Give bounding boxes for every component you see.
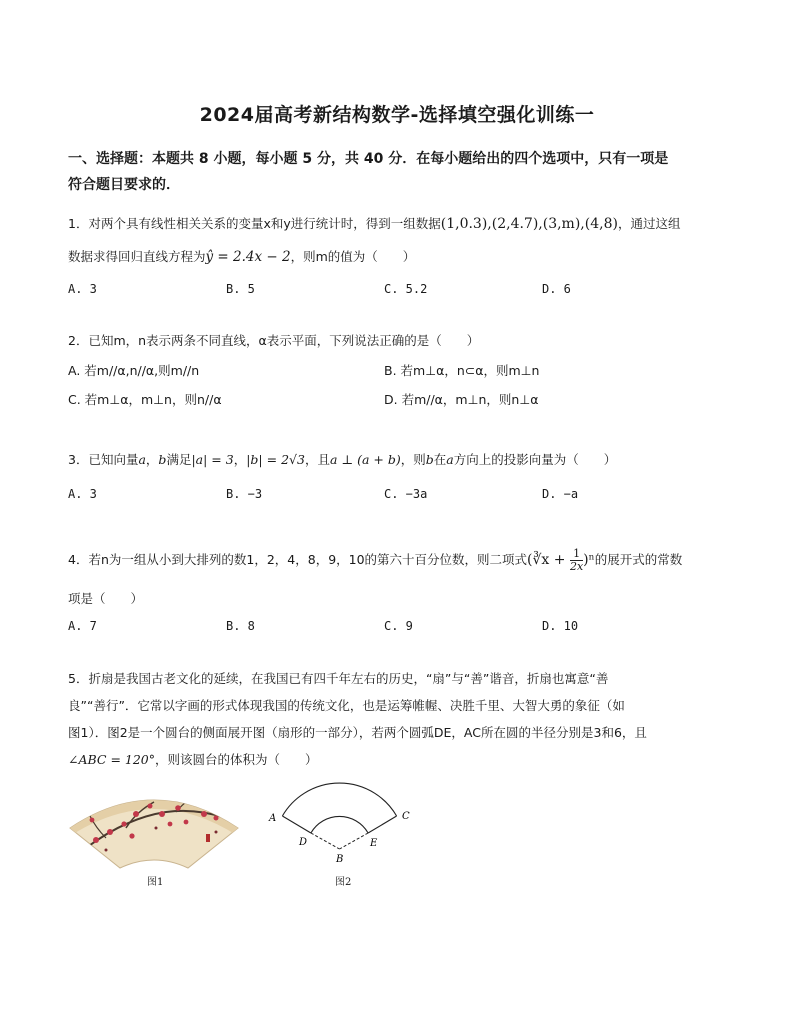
- q5-stem: [68, 665, 732, 773]
- q3-text-e: 在: [433, 452, 447, 467]
- q2-option-d[interactable]: D. 若m//α，m⊥n，则n⊥α: [384, 392, 539, 407]
- q5-angle: ∠ABC = 120°: [68, 752, 156, 767]
- q4-text-b: 的展开式的常数: [594, 552, 683, 567]
- q3-option-b[interactable]: B. −3: [226, 487, 263, 501]
- label-e: E: [370, 838, 378, 849]
- q3-vector-a-ref: a: [446, 452, 454, 467]
- q1-data-points: (1,0.3),(2,4.7),(3,m),(4,8): [440, 216, 618, 232]
- q3-text-d: ，则: [400, 452, 426, 467]
- section-heading: [68, 146, 728, 198]
- q3-condition-1: |a| = 3: [191, 452, 234, 467]
- q3-text-f: 方向上的投影向量为（ ）: [453, 452, 617, 467]
- q3-text-c: ，且: [304, 452, 330, 467]
- q4-option-c[interactable]: C. 9: [384, 619, 413, 633]
- q1-option-d[interactable]: D. 6: [542, 282, 571, 296]
- q3-sep-2: ，: [233, 452, 247, 467]
- q2-option-a[interactable]: A. 若m//α,n//α,则m//n: [68, 363, 200, 378]
- q3-option-d[interactable]: D. −a: [542, 487, 579, 501]
- q1-option-b[interactable]: B. 5: [226, 282, 255, 296]
- folding-fan-image: [66, 788, 242, 872]
- section-heading-line2: 符合题目要求的．: [68, 177, 180, 193]
- q1-text-c: 数据求得回归直线方程为: [68, 249, 206, 264]
- q3-condition-2: |b| = 2√3: [246, 452, 305, 467]
- label-c: C: [402, 811, 410, 822]
- q3-vector-a: a: [138, 452, 146, 467]
- q2-stem: 2．已知m，n表示两条不同直线，α表示平面，下列说法正确的是（ ）: [68, 333, 480, 348]
- section-heading-line1: 一、选择题：本题共 8 小题，每小题 5 分，共 40 分．在每小题给出的四个选项中，只有一项是: [68, 151, 669, 167]
- q4-binomial-close: )ⁿ: [583, 552, 595, 568]
- q2-option-b[interactable]: B. 若m⊥α，n⊂α，则m⊥n: [384, 363, 540, 378]
- q5-text-tail: ，则该圆台的体积为（ ）: [155, 752, 318, 767]
- q3-option-c[interactable]: C. −3a: [384, 487, 428, 501]
- label-b: B: [336, 854, 344, 865]
- page-title: 2024届高考新结构数学-选择填空强化训练一: [199, 104, 595, 126]
- q1-line1: [68, 214, 732, 234]
- q1-text-d: ，则m的值为（ ）: [290, 249, 416, 264]
- sector-diagram: [262, 782, 424, 872]
- q3-sep: ，: [145, 452, 159, 467]
- q2-option-c[interactable]: C. 若m⊥α，m⊥n，则n//α: [68, 392, 222, 407]
- q4-option-d[interactable]: D. 10: [542, 619, 579, 633]
- q3-vector-b: b: [158, 452, 167, 467]
- figure1-caption: 图1: [147, 877, 164, 888]
- q5-line4: [68, 746, 732, 773]
- q4-fraction: [570, 548, 583, 573]
- q3-vector-b-ref: b: [425, 452, 434, 467]
- q4-line2: 项是（ ）: [68, 591, 144, 606]
- q3-condition-3: a ⊥ (a + b): [329, 452, 401, 467]
- q1-line2: [68, 247, 732, 267]
- q5-line2: 良”“善行”．它常以字画的形式体现我国的传统文化，也是运筹帷幄、决胜千里、大智大勇的象征（如: [68, 698, 625, 713]
- q3-option-a[interactable]: A. 3: [68, 487, 97, 501]
- label-a: A: [269, 813, 277, 824]
- q5-line3: 图1）．图2是一个圆台的侧面展开图（扇形的一部分），若两个圆弧DE，AC所在圆的半径分别是3和6，且: [68, 725, 647, 740]
- q1-text-b: ，通过这组: [617, 216, 681, 231]
- q4-fraction-denominator: 2x: [569, 560, 584, 573]
- q4-text-a: 4．若n为一组从小到大排列的数1，2，4，8，9，10的第六十百分位数，则二项式: [68, 552, 528, 567]
- q3-text-b: 满足: [166, 452, 192, 467]
- q4-option-a[interactable]: A. 7: [68, 619, 97, 633]
- q1-option-a[interactable]: A. 3: [68, 282, 97, 296]
- q5-line1: 5．折扇是我国古老文化的延续，在我国已有四千年左右的历史，“扇”与“善”谐音，折扇也寓意“善: [68, 671, 609, 686]
- q1-text-a: 1．对两个具有线性相关关系的变量x和y进行统计时，得到一组数据: [68, 216, 441, 231]
- label-d: D: [299, 837, 308, 848]
- figure2-caption: 图2: [335, 877, 352, 888]
- q4-binomial-open: (∛x +: [527, 552, 570, 568]
- q1-option-c[interactable]: C. 5.2: [384, 282, 428, 296]
- q4-option-b[interactable]: B. 8: [226, 619, 255, 633]
- q3-stem: [68, 450, 732, 470]
- q4-fraction-numerator: 1: [570, 548, 583, 561]
- q4-line1: [68, 546, 732, 574]
- q1-regression-equation: ŷ = 2.4x − 2: [205, 249, 291, 265]
- q3-text-a: 3．已知向量: [68, 452, 139, 467]
